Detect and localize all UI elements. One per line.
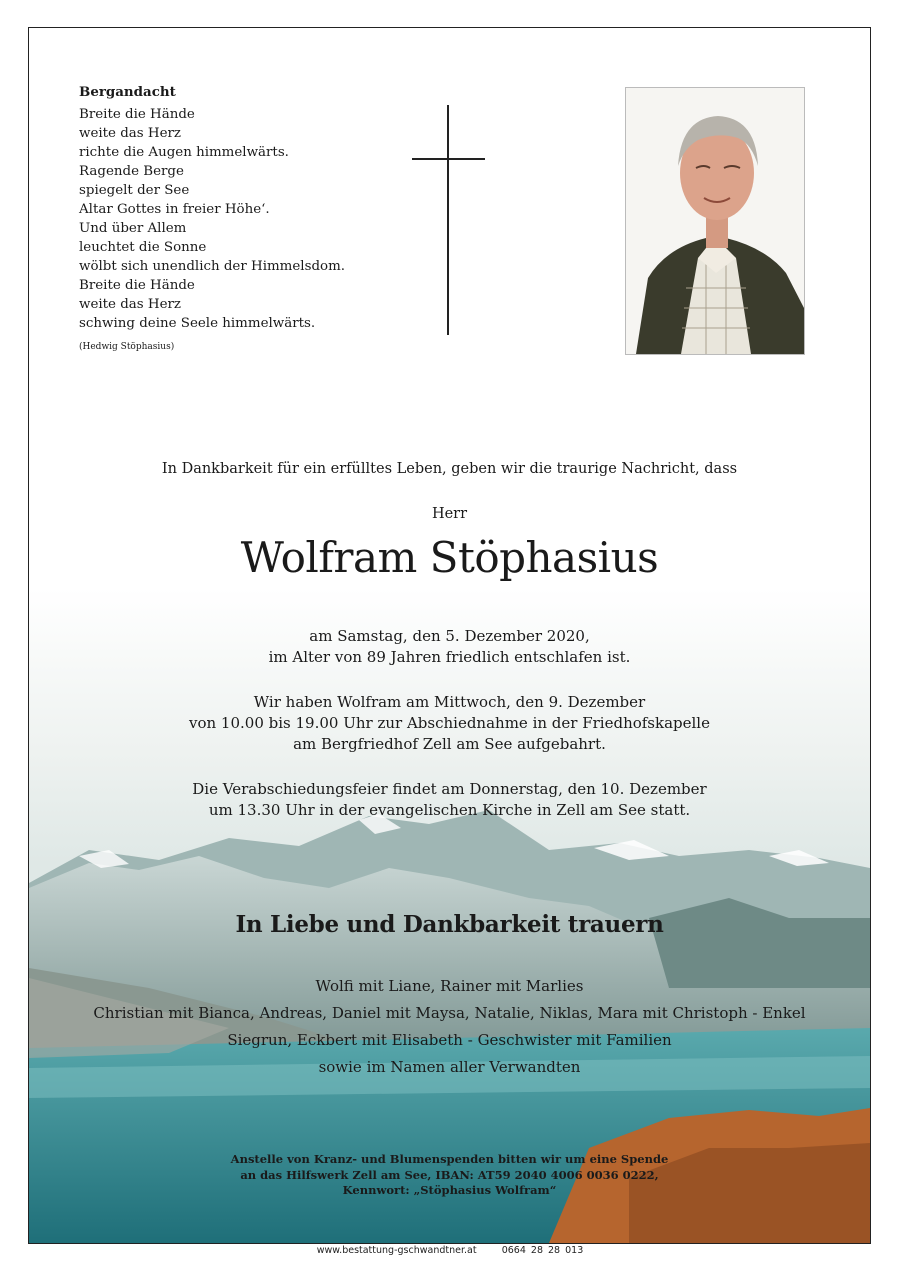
poem-line: weite das Herz (79, 297, 181, 312)
poem-title: Bergandacht (79, 84, 176, 100)
cross-icon (447, 105, 449, 335)
announcement-intro: In Dankbarkeit für ein erfülltes Leben, geben wir die traurige Nachricht, dass (161, 461, 738, 477)
mourner-line: Christian mit Bianca, Andreas, Daniel mit Maysa, Natalie, Niklas, Mara mit Christoph - Enkel (93, 1004, 806, 1022)
salutation: Herr (431, 506, 468, 522)
poem-line: weite das Herz (79, 126, 181, 141)
donation-request (29, 1152, 870, 1199)
viewing-line: von 10.00 bis 19.00 Uhr zur Abschiednahme in der Friedhofskapelle (189, 714, 710, 732)
footer-phone[interactable]: 0664 28 28 013 (501, 1245, 584, 1256)
death-line: am Samstag, den 5. Dezember 2020, (309, 627, 590, 645)
ceremony-line: Die Verabschiedungsfeier findet am Donnerstag, den 10. Dezember (192, 780, 707, 798)
viewing-line: am Bergfriedhof Zell am See aufgebahrt. (293, 735, 606, 753)
poem-line: schwing deine Seele himmelwärts. (79, 316, 316, 331)
poem (79, 83, 345, 357)
cross-icon-bar (412, 158, 485, 160)
donation-line: Kennwort: „Stöphasius Wolfram“ (342, 1183, 557, 1197)
mourners-heading: In Liebe und Dankbarkeit trauern (235, 911, 664, 938)
poem-line: Und über Allem (79, 221, 187, 236)
obituary-card (28, 27, 871, 1244)
poem-line: wölbt sich unendlich der Himmelsdom. (79, 259, 346, 274)
poem-line: spiegelt der See (79, 183, 190, 198)
poem-line: richte die Augen himmelwärts. (79, 145, 289, 160)
viewing-notice (29, 692, 870, 755)
ceremony-line: um 13.30 Uhr in der evangelischen Kirche in Zell am See statt. (208, 801, 691, 819)
poem-line: Breite die Hände (79, 278, 195, 293)
poem-line: Ragende Berge (79, 164, 184, 179)
poem-author: (Hedwig Stöphasius) (79, 342, 175, 352)
deceased-name: Wolfram Stöphasius (240, 533, 659, 582)
mourner-line: Siegrun, Eckbert mit Elisabeth - Geschwister mit Familien (227, 1031, 672, 1049)
poem-line: Altar Gottes in freier Höhe‘. (79, 202, 270, 217)
footer (0, 1245, 900, 1256)
ceremony-notice (29, 779, 870, 821)
poem-line: Breite die Hände (79, 107, 195, 122)
donation-line: an das Hilfswerk Zell am See, IBAN: AT59 2040 4006 0036 0222, (240, 1167, 659, 1182)
mourner-line: sowie im Namen aller Verwandten (318, 1058, 581, 1076)
mourner-line: Wolfi mit Liane, Rainer mit Marlies (315, 977, 584, 995)
footer-website[interactable]: www.bestattung-gschwandtner.at (316, 1245, 477, 1256)
death-line: im Alter von 89 Jahren friedlich entschlafen ist. (268, 648, 631, 666)
poem-line: leuchtet die Sonne (79, 240, 207, 255)
portrait-photo (625, 87, 805, 355)
mourners-list (29, 973, 870, 1081)
donation-line: Anstelle von Kranz- und Blumenspenden bitten wir um eine Spende (230, 1152, 669, 1166)
viewing-line: Wir haben Wolfram am Mittwoch, den 9. Dezember (253, 693, 646, 711)
death-notice (29, 626, 870, 668)
